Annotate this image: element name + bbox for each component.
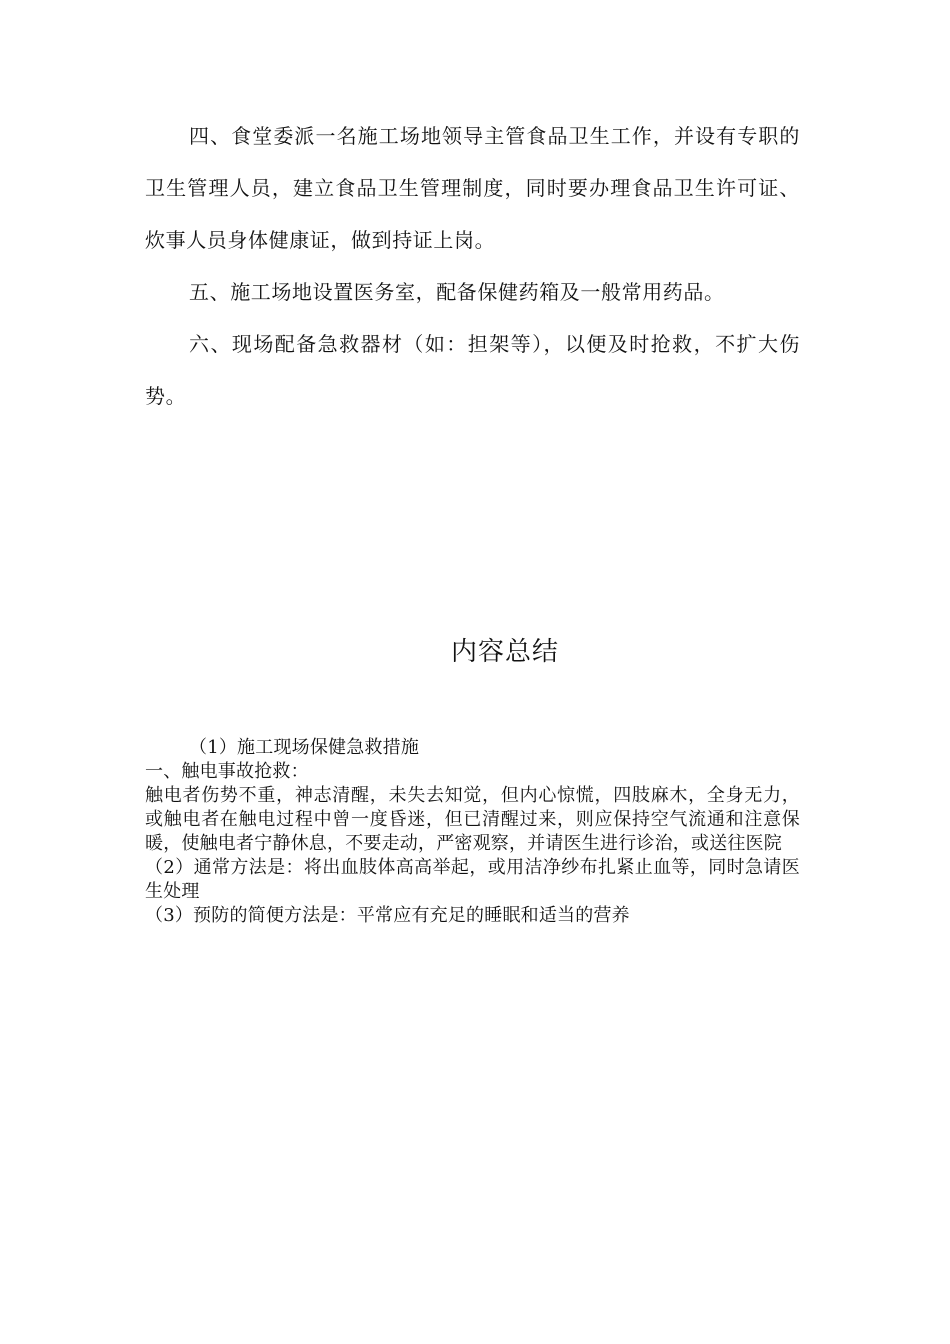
- paragraph-canteen-hygiene: 四、食堂委派一名施工场地领导主管食品卫生工作，并设有专职的卫生管理人员，建立食品卫生管理制度，同时要办理食品卫生许可证、炊事人员身体健康证，做到持证上岗。: [145, 124, 800, 252]
- summary-line-bleeding: （2）通常方法是：将出血肢体高高举起，或用洁净纱布扎紧止血等，同时急请医生处理: [145, 857, 800, 902]
- summary-title: 内容总结: [450, 637, 559, 667]
- paragraph-medical-room: 五、施工场地设置医务室，配备保健药箱及一般常用药品。: [189, 280, 725, 304]
- summary-section: [145, 736, 800, 928]
- summary-line-shock-detail: 触电者伤势不重，神志清醒，未失去知觉，但内心惊慌，四肢麻木，全身无力，或触电者在触电过程中曾一度昏迷，但已清醒过来，则应保持空气流通和注意保暖，使触电者宁静休息，不要走动，严密观察，并请医生进行诊治，或送往医院: [145, 785, 800, 854]
- summary-line-heading: （1）施工现场保健急救措施: [189, 737, 420, 758]
- body-text-section: [145, 110, 800, 422]
- paragraph-first-aid-equipment: 六、现场配备急救器材（如：担架等），以便及时抢救，不扩大伤势。: [145, 332, 800, 408]
- summary-line-prevention: （3）预防的简便方法是：平常应有充足的睡眠和适当的营养: [145, 905, 630, 926]
- summary-line-electric-shock: 一、触电事故抢救：: [145, 761, 309, 782]
